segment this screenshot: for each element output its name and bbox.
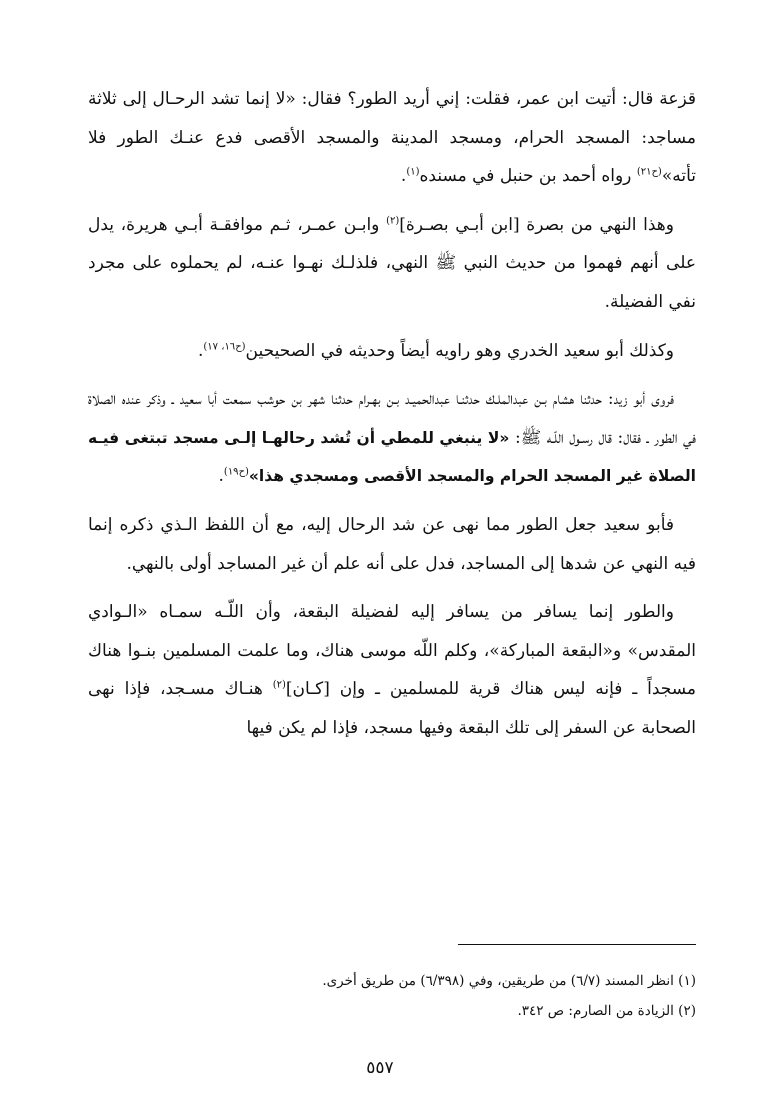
main-text [88,80,696,758]
period: . [218,466,224,487]
paragraph-3 [88,332,696,371]
p6-text: والطور إنما يسافر من يسافر إليه لفضيلة البقعة، وأن اللّـه سمـاه «الـوادي المقدس» و«البقعة المباركة»، وكلم اللّه موسى هناك، وما علمت المسلمين بنـوا هناك مسجداً ـ فإنه ليس هناك قرية للمسلمين ـ وإن [كـان] [88,602,696,700]
hadith-ref: (ح١٦، ١٧) [203,340,246,352]
paragraph-4 [88,380,696,496]
page-number: ٥٥٧ [366,1058,394,1078]
p1-text: قزعة قال: أتيت ابن عمر، فقلت: إني أريد الطور؟ فقال: «لا إنما تشد الرحـال إلى ثلاثة مساجد: المسجد الحرام، ومسجد المدينة والمسجد الأقصى فدع عنـك الطور فلا تأته» [88,89,696,187]
hadith-ref: (ح٢١) [636,166,662,178]
period: . [400,166,407,187]
footnotes [88,966,696,1026]
p2-text-cont: وابـن عمـر، ثـم موافقـة أبـي هريرة، يدل على أنهم فهموا من حديث النبي ﷺ النهي، فلذلـك نهـوا عنـه، لم يحملوه على مجرد نفي الفضيلة. [88,214,696,312]
footnote-1: (١) انظر المسند (٦/٧) من طريقين، وفي (٦/٣٩٨) من طريق أخرى. [322,973,696,989]
paragraph-2 [88,206,696,322]
period: . [197,340,204,361]
p3-text: وكذلك أبو سعيد الخدري وهو راويه أيضاً وحديثه في الصحيحين [245,340,674,361]
footnote-marker: (٢) [272,679,286,691]
hadith-ref: (ح١٩) [223,466,249,478]
footnote-2: (٢) الزيادة من الصارم: ص ٣٤٢. [517,1003,696,1019]
paragraph-6 [88,593,696,747]
footnote-marker: (١) [406,166,420,178]
p4-text: فروى أبو زيد: حدثنا هشام بـن عبدالملـك حدثنـا عبدالحميـد بـن بهـرام حدثنا شهر بن حوشب سمعت أبا سعيد ـ وذكر عنده الصلاة في الطور ـ فقال: قال رسـول اللّـه ﷺ: [88,389,696,448]
hadith-quote: «لا ينبغي للمطي أن تُشد رحالهـا إلـى مسجد تبتغى فيـه الصلاة غير المسجد الحرام والمسجد الأقصى ومسجدي هذا» [88,428,696,486]
p1-text-cont: رواه أحمد بن حنبل في مسنده [419,166,637,187]
paragraph-1 [88,80,696,196]
p6-text-cont: هنـاك مسـجد، فإذا نهى الصحابة عن السفر إلى تلك البقعة وفيها مسجد، فإذا لم يكن فيها [88,679,696,738]
footnote-marker: (٢) [386,215,400,227]
p2-text: وهذا النهي من بصرة [ابن أبـي بصـرة] [399,214,674,235]
paragraph-5: فأبو سعيد جعل الطور مما نهى عن شد الرحال إليه، مع أن اللفظ الـذي ذكره إنما فيه النهي عن شدها إلى المساجد، فدل على أنه علم أن غير المساجد أولى بالنهي. [88,514,696,574]
footnote-separator [458,944,696,945]
